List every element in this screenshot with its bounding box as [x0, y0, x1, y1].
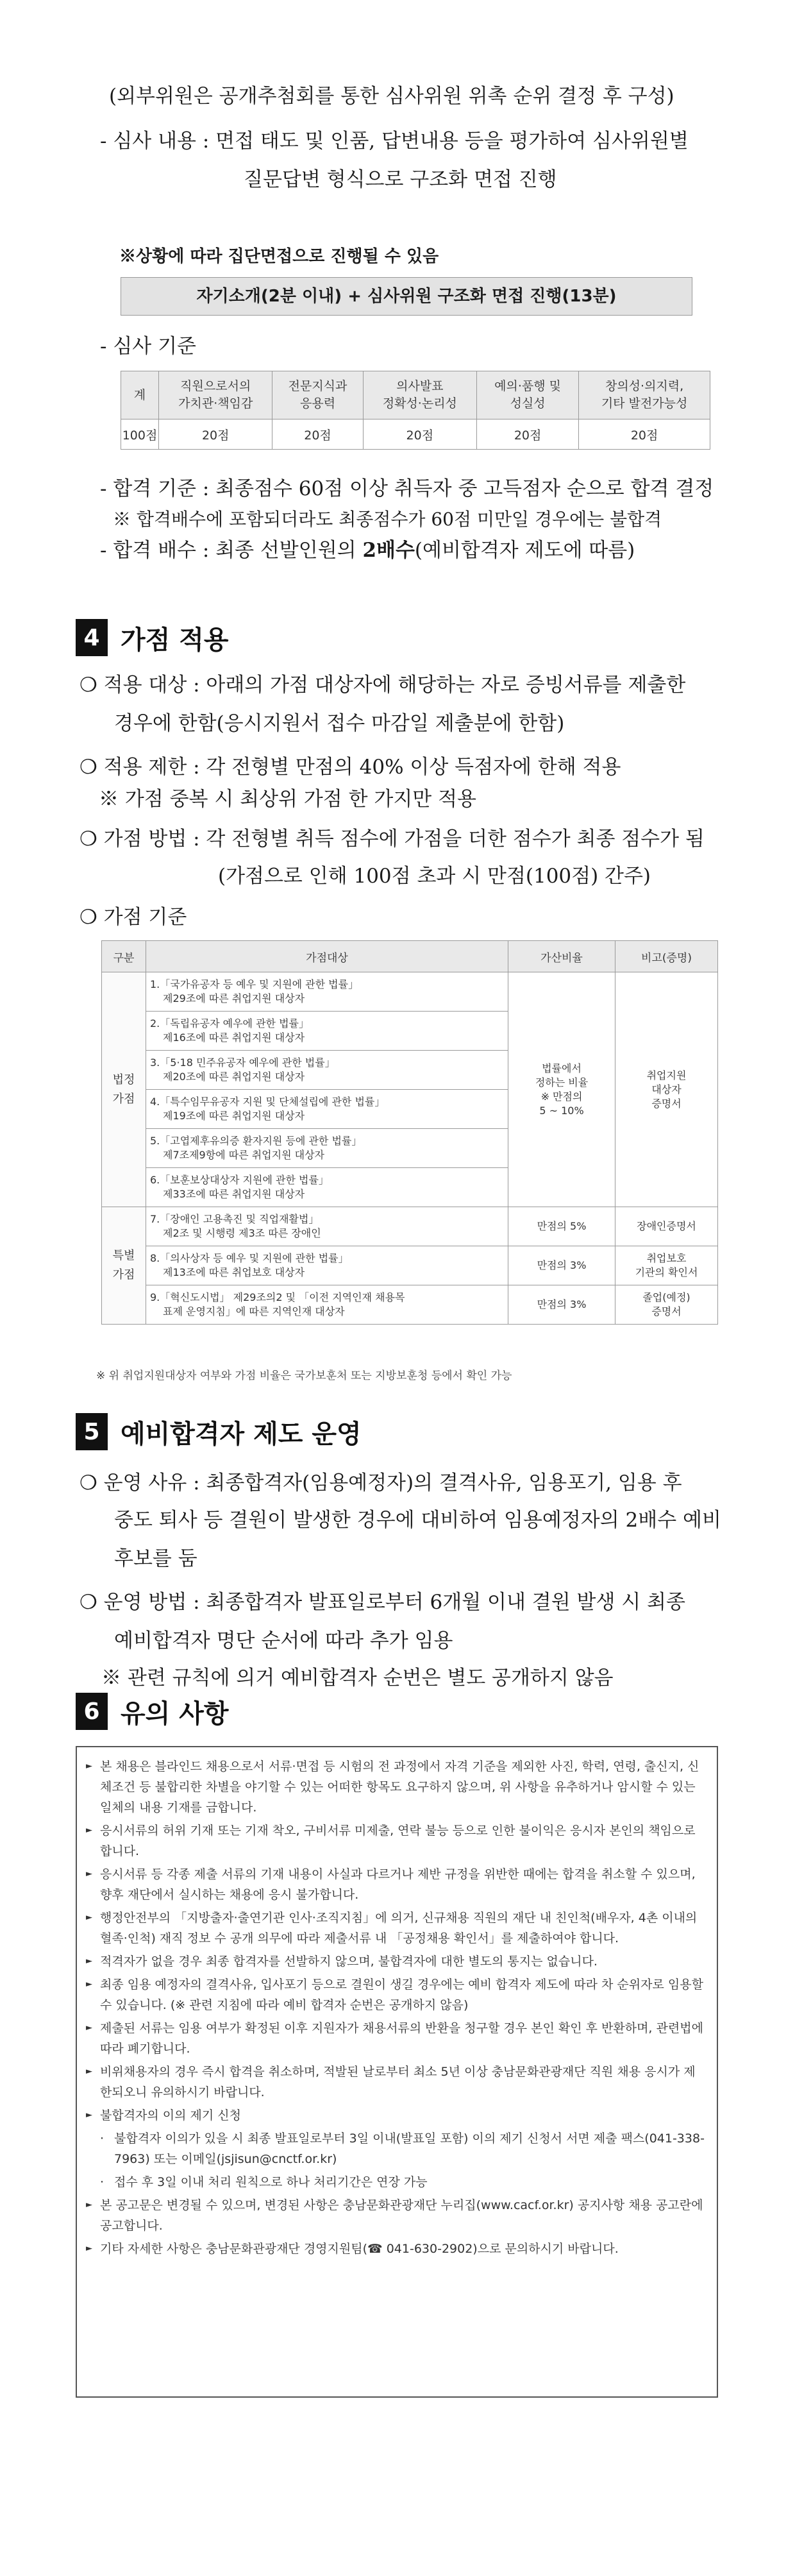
bonus-header-row — [102, 941, 718, 972]
criteria-score-cell: 20점 — [477, 419, 579, 450]
group-interview-note: ※상황에 따라 집단면접으로 진행될 수 있음 — [119, 247, 439, 266]
intro-line-interview-format: 질문답변 형식으로 구조화 면접 진행 — [244, 168, 557, 191]
criteria-score-cell: 20점 — [579, 419, 710, 450]
criteria-title: - 심사 기준 — [100, 335, 196, 358]
criteria-score-cell: 20점 — [272, 419, 363, 450]
bonus-header-cell: 비고(증명) — [615, 941, 718, 972]
bonus-item: 5.「고엽제후유의증 환자지원 등에 관한 법률」 제7조제9항에 따른 취업지원 대상자 — [146, 1129, 508, 1168]
note-item: ► 본 공고문은 변경될 수 있으며, 변경된 사항은 충남문화관광재단 누리집(www.cacf.or.kr) 공지사항 채용 공고란에 공고합니다. — [86, 2198, 703, 2233]
criteria-header-cell: 전문지식과 응용력 — [272, 371, 363, 419]
interview-procedure-bar: 자기소개(2분 이내) + 심사위원 구조화 면접 진행(13분) — [121, 277, 692, 316]
reserve-reason-line: ❍ 운영 사유 : 최종합격자(임용예정자)의 결격사유, 임용포기, 임용 후 — [80, 1471, 682, 1495]
note-item: ► 본 채용은 블라인드 채용으로서 서류·면접 등 시험의 전 과정에서 자격 기준을 제외한 사진, 학력, 연령, 출신지, 신체조건 등 불합리한 차별을 야기할 수 있는 어떠한 항목도 요구하지 않으며, 위 사항을 유추하거나 암시할 수 있는 일체의 내용 기재를 금합니다. — [86, 1759, 699, 1815]
reserve-reason-line-2: 중도 퇴사 등 결원이 발생한 경우에 대비하여 임용예정자의 2배수 예비 — [114, 1509, 721, 1532]
category-legal-bonus: 법정 가점 — [102, 972, 146, 1207]
bonus-rate: 만점의 3% — [508, 1285, 615, 1325]
bonus-proof: 취업보호 기관의 확인서 — [615, 1246, 718, 1285]
pass-multiple-line: - 합격 배수 : 최종 선발인원의 2배수(예비합격자 제도에 따름) — [100, 539, 635, 562]
bonus-row — [102, 1246, 718, 1285]
bonus-standard-title: ❍ 가점 기준 — [80, 906, 187, 929]
bonus-header-cell: 구분 — [102, 941, 146, 972]
note-subitem: · 접수 후 3일 이내 처리 원칙으로 하나 처리기간은 연장 가능 — [100, 2175, 428, 2189]
intro-line-interview-content: - 심사 내용 : 면접 태도 및 인품, 답변내용 등을 평가하여 심사위원별 — [100, 130, 689, 153]
bonus-item: 8.「의사상자 등 예우 및 지원에 관한 법률」 제13조에 따른 취업보호 대상자 — [146, 1246, 508, 1285]
note-item: ► 불합격자의 이의 제기 신청 — [86, 2108, 242, 2123]
bonus-table-footnote: ※ 위 취업지원대상자 여부와 가점 비율은 국가보훈처 또는 지방보훈청 등에서 확인 가능 — [96, 1369, 512, 1382]
criteria-header-cell: 예의·품행 및 성실성 — [477, 371, 579, 419]
note-item: ► 적격자가 없을 경우 최종 합격자를 선발하지 않으며, 불합격자에 대한 별도의 통지는 없습니다. — [86, 1954, 598, 1969]
criteria-header-cell: 의사발표 정확성·논리성 — [363, 371, 476, 419]
section-6-header — [76, 1691, 229, 1732]
bonus-limit-line: ❍ 적용 제한 : 각 전형별 만점의 40% 이상 득점자에 한해 적용 — [80, 756, 621, 779]
note-item: ► 비위채용자의 경우 즉시 합격을 취소하며, 적발된 날로부터 최소 5년 이상 충남문화관광재단 직원 채용 응시가 제한되오니 유의하시기 바랍니다. — [86, 2065, 696, 2099]
note-item: ► 행정안전부의 「지방출자·출연기관 인사·조직지침」에 의거, 신규채용 직원의 재단 내 친인척(배우자, 4촌 이내의 혈족·인척) 재직 정보 수 공개 의무에 따라 제출서류 내 「공정채용 확인서」를 제출하여야 합니다. — [86, 1911, 698, 1945]
bonus-item: 1.「국가유공자 등 예우 및 지원에 관한 법률」 제29조에 따른 취업지원 대상자 — [146, 972, 508, 1012]
bonus-standard-table — [101, 940, 718, 1325]
note-item: ► 응시서류의 허위 기재 또는 기재 착오, 구비서류 미제출, 연락 불능 등으로 인한 불이익은 응시자 본인의 책임으로 합니다. — [86, 1824, 696, 1858]
bonus-method-line: ❍ 가점 방법 : 각 전형별 취득 점수에 가점을 더한 점수가 최종 점수가 됨 — [80, 827, 705, 851]
bonus-proof: 장애인증명서 — [615, 1207, 718, 1246]
criteria-header-cell: 직원으로서의 가치관·책임감 — [159, 371, 272, 419]
bonus-rate: 만점의 3% — [508, 1246, 615, 1285]
section-number: 6 — [76, 1693, 108, 1730]
category-special-bonus: 특별 가점 — [102, 1207, 146, 1325]
bonus-target-line: ❍ 적용 대상 : 아래의 가점 대상자에 해당하는 자로 증빙서류를 제출한 — [80, 674, 686, 697]
section-title: 유의 사항 — [121, 1699, 229, 1729]
bonus-item: 4.「특수임무유공자 지원 및 단체설립에 관한 법률」 제19조에 따른 취업지원 대상자 — [146, 1090, 508, 1129]
bonus-header-cell: 가점대상 — [146, 941, 508, 972]
section-5-header — [76, 1411, 362, 1452]
criteria-header-cell: 계 — [121, 371, 159, 419]
note-subitem: · 불합격자 이의가 있을 시 최종 발표일로부터 3일 이내(발표일 포함) 이의 제기 신청서 서면 제출 팩스(041-338-7963) 또는 이메일(jsjisun@cnctf.or.kr) — [100, 2131, 705, 2166]
bonus-item: 6.「보훈보상대상자 지원에 관한 법률」 제33조에 따른 취업지원 대상자 — [146, 1168, 508, 1207]
bonus-rate: 만점의 5% — [508, 1207, 615, 1246]
bonus-duplicate-note: ※ 가점 중복 시 최상위 가점 한 가지만 적용 — [99, 788, 476, 811]
bonus-target-line-2: 경우에 한함(응시지원서 접수 마감일 제출분에 한함) — [114, 712, 565, 735]
criteria-header-row — [121, 371, 710, 419]
criteria-score-cell: 20점 — [363, 419, 476, 450]
section-4-header — [76, 617, 229, 658]
notes-box — [76, 1746, 718, 2398]
bonus-row — [102, 1207, 718, 1246]
reserve-reason-line-3: 후보를 둠 — [114, 1547, 197, 1570]
section-title: 가점 적용 — [121, 625, 229, 655]
section-title: 예비합격자 제도 운영 — [121, 1419, 362, 1449]
bonus-proof: 졸업(예정) 증명서 — [615, 1285, 718, 1325]
note-item: ► 제출된 서류는 임용 여부가 확정된 이후 지원자가 채용서류의 반환을 청구할 경우 본인 확인 후 반환하며, 관련법에 따라 폐기합니다. — [86, 2021, 703, 2056]
bonus-proof-legal: 취업지원 대상자 증명서 — [615, 972, 718, 1207]
criteria-score-row — [121, 419, 710, 450]
bonus-row — [102, 972, 718, 1012]
criteria-score-cell: 100점 — [121, 419, 159, 450]
evaluation-criteria-table — [121, 371, 710, 450]
bonus-item: 7.「장애인 고용촉진 및 직업재활법」 제2조 및 시행령 제3조 따른 장애인 — [146, 1207, 508, 1246]
note-item: ► 최종 임용 예정자의 결격사유, 입사포기 등으로 결원이 생길 경우에는 예비 합격자 제도에 따라 차 순위자로 임용할 수 있습니다. (※ 관련 지침에 따라 예비 합격자 순번은 공개하지 않음) — [86, 1978, 703, 2012]
bonus-row — [102, 1285, 718, 1325]
pass-criteria-line: - 합격 기준 : 최종점수 60점 이상 취득자 중 고득점자 순으로 합격 결정 — [100, 477, 714, 500]
bonus-method-line-2: (가점으로 인해 100점 초과 시 만점(100점) 간주) — [218, 865, 651, 888]
section-number: 5 — [76, 1413, 108, 1450]
pass-criteria-note: ※ 합격배수에 포함되더라도 최종점수가 60점 미만일 경우에는 불합격 — [113, 509, 662, 530]
criteria-header-cell: 창의성·의지력, 기타 발전가능성 — [579, 371, 710, 419]
bonus-header-cell: 가산비율 — [508, 941, 615, 972]
bonus-item: 2.「독립유공자 예우에 관한 법률」 제16조에 따른 취업지원 대상자 — [146, 1012, 508, 1051]
reserve-method-line-2: 예비합격자 명단 순서에 따라 추가 임용 — [114, 1629, 453, 1652]
bonus-item: 9.「혁신도시법」 제29조의2 및 「이전 지역인재 채용목 표제 운영지침」에 따른 지역인재 대상자 — [146, 1285, 508, 1325]
note-item: ► 응시서류 등 각종 제출 서류의 기재 내용이 사실과 다르거나 제반 규정을 위반한 때에는 합격을 취소할 수 있으며, 향후 재단에서 실시하는 채용에 응시 불가합니다. — [86, 1867, 696, 1902]
bonus-item: 3.「5·18 민주유공자 예우에 관한 법률」 제20조에 따른 취업지원 대상자 — [146, 1051, 508, 1090]
intro-line-external-members: (외부위원은 공개추첨회를 통한 심사위원 위촉 순위 결정 후 구성) — [109, 85, 674, 108]
section-number: 4 — [76, 619, 108, 656]
criteria-score-cell: 20점 — [159, 419, 272, 450]
note-item: ► 기타 자세한 사항은 충남문화관광재단 경영지원팀(☎ 041-630-2902)으로 문의하시기 바랍니다. — [86, 2242, 619, 2256]
reserve-order-note: ※ 관련 규칙에 의거 예비합격자 순번은 별도 공개하지 않음 — [101, 1666, 614, 1690]
reserve-method-line: ❍ 운영 방법 : 최종합격자 발표일로부터 6개월 이내 결원 발생 시 최종 — [80, 1591, 685, 1614]
bonus-rate-legal: 법률에서 정하는 비율 ※ 만점의 5 ~ 10% — [508, 972, 615, 1207]
